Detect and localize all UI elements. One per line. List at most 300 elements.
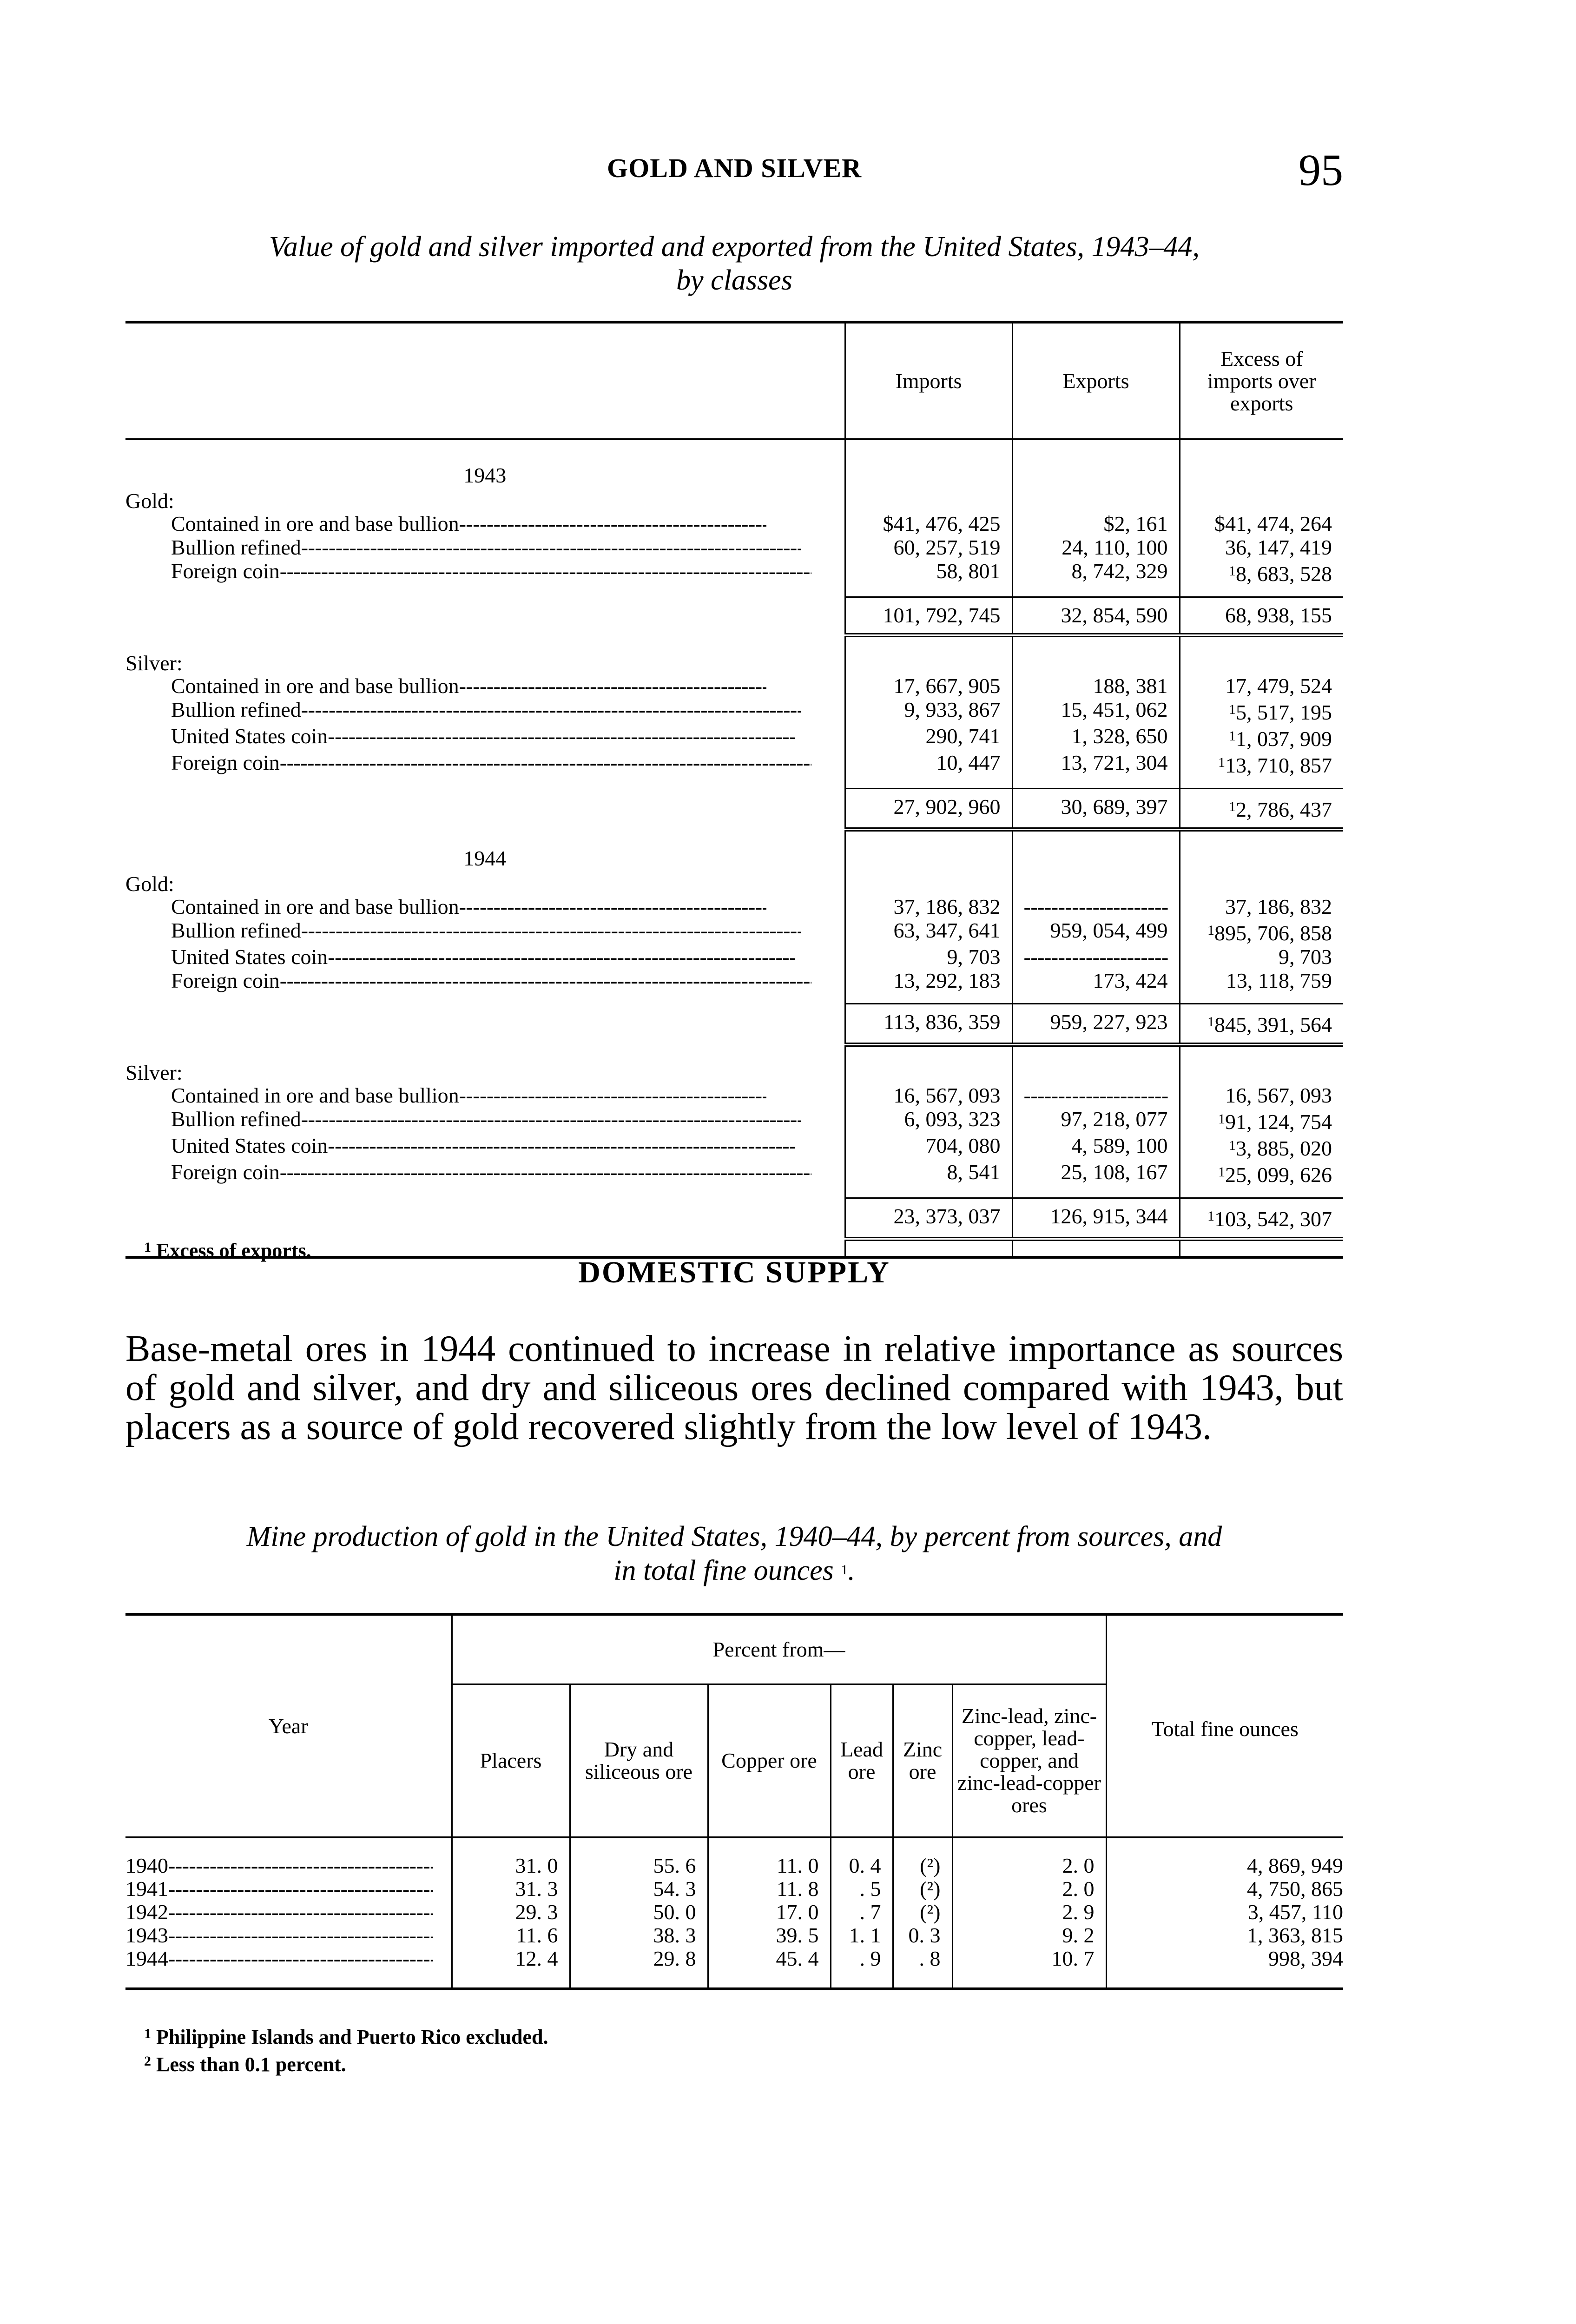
group-row: [125, 873, 1343, 895]
empty-cell: [1180, 439, 1343, 490]
footnote-ref: 1: [1207, 923, 1214, 938]
empty-cell: [1012, 653, 1180, 674]
group-label: Silver:: [125, 1061, 183, 1084]
excess-value: 3, 885, 020: [1236, 1136, 1332, 1160]
empty-cell: [1180, 653, 1343, 674]
excess-value: 8, 683, 528: [1236, 562, 1332, 586]
empty-cell: [1180, 490, 1343, 512]
total-ounces-value: 1, 363, 815: [1106, 1924, 1343, 1947]
excess-cell: [1180, 969, 1343, 992]
spacer-row: [125, 635, 1343, 653]
footnote-mark: 1: [144, 2026, 151, 2041]
imports-value: 6, 093, 323: [904, 1107, 1001, 1131]
table-row: [125, 895, 1343, 918]
imports-cell: [845, 674, 1012, 698]
row-year: 1940: [125, 1854, 168, 1877]
total-fine-ounces-header: Total fine ounces: [1106, 1614, 1343, 1837]
percent-value: 29. 8: [570, 1947, 708, 1970]
row-year: 1943: [125, 1923, 168, 1947]
footnote-mark: 1: [144, 1240, 151, 1255]
row-year: 1941: [125, 1877, 168, 1901]
running-title: GOLD AND SILVER: [607, 153, 862, 183]
empty-cell: [1012, 635, 1180, 653]
percent-value: 11. 6: [452, 1924, 570, 1947]
total-exports-cell: [1012, 1198, 1180, 1239]
footnote-ref: 1: [1218, 755, 1225, 770]
empty-cell: [1180, 873, 1343, 895]
dash-leader: [1024, 895, 1168, 918]
total-exports-value: 30, 689, 397: [1061, 794, 1168, 819]
empty-cell: [125, 1198, 845, 1239]
imports-cell: [845, 698, 1012, 724]
footnote-ref: 1: [1218, 1164, 1225, 1180]
total-ounces-value: 4, 750, 865: [1106, 1877, 1343, 1901]
empty-cell: [1012, 873, 1180, 895]
exports-cell: [1012, 674, 1180, 698]
dash-leader: [1024, 945, 1168, 969]
row-label: Bullion refined: [171, 918, 301, 942]
percent-value: 0. 4: [831, 1854, 893, 1877]
empty-cell: [845, 1062, 1012, 1083]
imports-cell: [845, 559, 1012, 586]
table2-caption: [125, 1520, 1343, 1587]
percent-value: . 5: [831, 1877, 893, 1901]
imports-cell: [845, 895, 1012, 918]
exports-value: 4, 589, 100: [1071, 1134, 1168, 1157]
empty-cell: [845, 586, 1012, 597]
excess-value: 37, 186, 832: [1225, 895, 1332, 918]
excess-cell: [1180, 751, 1343, 777]
imports-exports-table: [125, 321, 1343, 1259]
excess-cell: [1180, 1160, 1343, 1187]
row-label: Bullion refined: [171, 698, 301, 721]
footnote-ref: 1: [1229, 702, 1236, 717]
excess-cell: [1180, 512, 1343, 535]
exports-value: 25, 108, 167: [1061, 1160, 1168, 1184]
dot-leader: [328, 945, 795, 969]
imports-cell: [845, 969, 1012, 992]
empty-cell: [845, 490, 1012, 512]
group-row: [125, 490, 1343, 512]
empty-cell: [845, 1239, 1012, 1257]
empty-cell: [845, 777, 1012, 788]
table1-body: [125, 439, 1343, 1257]
year-row: [125, 829, 1343, 873]
percent-value: (²): [893, 1901, 952, 1924]
table-row: [125, 1854, 1343, 1877]
table2-footnote-2: [144, 2049, 548, 2077]
percent-value: (²): [893, 1854, 952, 1877]
imports-value: 16, 567, 093: [893, 1083, 1001, 1107]
percent-value: . 8: [893, 1947, 952, 1970]
empty-cell: [893, 1970, 952, 1989]
empty-cell: [1180, 635, 1343, 653]
row-label-cell: [125, 674, 845, 698]
empty-cell: [1012, 439, 1180, 490]
excess-cell: [1180, 945, 1343, 969]
empty-cell: [1012, 777, 1180, 788]
empty-cell: [125, 635, 845, 653]
imports-value: 290, 741: [925, 724, 1001, 748]
footnote-mark: 2: [144, 2053, 151, 2069]
exports-value: 173, 424: [1093, 969, 1168, 992]
excess-cell: [1180, 535, 1343, 559]
year-row: [125, 439, 1343, 490]
empty-cell: [845, 439, 1012, 490]
percent-value: 45. 4: [708, 1947, 831, 1970]
percent-value: . 7: [831, 1901, 893, 1924]
year-cell: [125, 1924, 452, 1947]
percent-value: 31. 0: [452, 1854, 570, 1877]
row-label: Contained in ore and base bullion: [171, 512, 459, 535]
empty-cell: [1180, 777, 1343, 788]
year-cell: [125, 1947, 452, 1970]
row-label: United States coin: [171, 945, 328, 969]
row-label-cell: [125, 1134, 845, 1160]
year-cell: [125, 1854, 452, 1877]
col-header-5: Zinc-lead, zinc-copper, lead-copper, and zinc-lead-copper ores: [952, 1684, 1106, 1837]
row-label: Bullion refined: [171, 1107, 301, 1131]
exports-cell: [1012, 535, 1180, 559]
exports-value: 188, 381: [1093, 674, 1168, 698]
excess-cell: [1180, 895, 1343, 918]
dot-leader: [459, 512, 766, 535]
empty-cell: [831, 1970, 893, 1989]
group-row: [125, 653, 1343, 674]
table-row: [125, 1924, 1343, 1947]
dot-leader: [168, 1854, 433, 1877]
exports-cell: [1012, 895, 1180, 918]
empty-cell: [452, 1970, 570, 1989]
dot-leader: [328, 1134, 795, 1157]
dash-leader: [1024, 1083, 1168, 1107]
imports-cell: [845, 1083, 1012, 1107]
exports-cell: [1012, 1134, 1180, 1160]
dot-leader: [280, 1160, 811, 1184]
percent-value: 54. 3: [570, 1877, 708, 1901]
empty-cell: [125, 992, 845, 1004]
row-label: Bullion refined: [171, 535, 301, 559]
percent-value: 2. 9: [952, 1901, 1106, 1924]
imports-value: 17, 667, 905: [893, 674, 1001, 698]
total-imports-cell: [845, 788, 1012, 829]
col-header-4: Zinc ore: [893, 1684, 952, 1837]
row-year: 1942: [125, 1900, 168, 1924]
excess-cell: [1180, 724, 1343, 751]
dot-leader: [459, 1083, 766, 1107]
empty-cell: [570, 1970, 708, 1989]
empty-cell: [125, 1187, 845, 1198]
row-label-cell: [125, 969, 845, 992]
imports-value: 58, 801: [936, 559, 1001, 583]
exports-value: $2, 161: [1103, 512, 1168, 535]
empty-cell: [845, 1044, 1012, 1062]
footnote-text: Less than 0.1 percent.: [156, 2053, 346, 2076]
empty-cell: [1180, 1044, 1343, 1062]
empty-cell: [1180, 992, 1343, 1004]
row-label: Foreign coin: [171, 559, 280, 583]
dot-leader: [459, 895, 766, 918]
exports-value: 15, 451, 062: [1061, 698, 1168, 721]
row-label-cell: [125, 1160, 845, 1187]
section-heading: DOMESTIC SUPPLY: [578, 1255, 890, 1289]
empty-cell: [845, 653, 1012, 674]
excess-value: $41, 474, 264: [1214, 512, 1332, 535]
empty-cell: [1012, 490, 1180, 512]
total-imports-cell: [845, 597, 1012, 635]
exports-cell: [1012, 559, 1180, 586]
mine-production-table: [125, 1613, 1343, 1990]
exports-value: 24, 110, 100: [1062, 535, 1168, 559]
table1-caption-line1: Value of gold and silver imported and exported from the United States, 1943–44,: [269, 231, 1200, 263]
table2-caption-line1: Mine production of gold in the United States, 1940–44, by percent from sources, and: [246, 1521, 1222, 1552]
table-row: [125, 751, 1343, 777]
excess-value: 13, 710, 857: [1225, 753, 1332, 777]
imports-value: 9, 703: [947, 945, 1001, 969]
empty-cell: [845, 873, 1012, 895]
table-row: [125, 1901, 1343, 1924]
col-header-excess: Excess of imports over exports: [1180, 322, 1343, 439]
col-header-2: Copper ore: [708, 1684, 831, 1837]
total-excess-cell: [1180, 788, 1343, 829]
total-imports-value: 113, 836, 359: [884, 1010, 1001, 1034]
dot-leader: [301, 535, 801, 559]
total-excess-value: 845, 391, 564: [1214, 1012, 1332, 1037]
empty-cell: [1012, 1239, 1180, 1257]
total-excess-value: 2, 786, 437: [1236, 797, 1332, 821]
total-exports-value: 32, 854, 590: [1061, 603, 1168, 627]
table1-caption: [125, 230, 1343, 297]
table2-body: [125, 1837, 1343, 1989]
col-header-0: Placers: [452, 1684, 570, 1837]
table-row: [125, 698, 1343, 724]
empty-cell: [125, 788, 845, 829]
row-label-cell: [125, 918, 845, 945]
excess-cell: [1180, 559, 1343, 586]
empty-cell: [845, 635, 1012, 653]
exports-value: 97, 218, 077: [1061, 1107, 1168, 1131]
table-row: [125, 1107, 1343, 1134]
imports-value: 704, 080: [925, 1134, 1001, 1157]
percent-value: 31. 3: [452, 1877, 570, 1901]
row-label-cell: [125, 1083, 845, 1107]
row-label: United States coin: [171, 1134, 328, 1157]
spacer-row: [125, 1970, 1343, 1989]
exports-cell: [1012, 1160, 1180, 1187]
imports-cell: [845, 724, 1012, 751]
excess-value: 13, 118, 759: [1226, 969, 1332, 992]
body-paragraph: Base-metal ores in 1944 continued to increase in relative importance as sources of gold and silver, and dry and siliceous ores declined compared with 1943, but placers as a source of gold recovered slightly from the low level of 1943.: [125, 1328, 1343, 1447]
row-label: United States coin: [171, 724, 328, 748]
excess-value: 9, 703: [1279, 945, 1332, 969]
excess-cell: [1180, 1134, 1343, 1160]
year-cell: [125, 1901, 452, 1924]
excess-cell: [1180, 698, 1343, 724]
total-imports-cell: [845, 1198, 1012, 1239]
row-label: Contained in ore and base bullion: [171, 674, 459, 698]
exports-value: 959, 054, 499: [1050, 918, 1168, 942]
footnote-text: Excess of exports.: [156, 1239, 311, 1262]
empty-cell: [125, 1044, 845, 1062]
empty-cell: [125, 1970, 452, 1989]
total-excess-value: 68, 938, 155: [1225, 603, 1332, 627]
percent-value: (²): [893, 1877, 952, 1901]
row-label-cell: [125, 724, 845, 751]
exports-value: 1, 328, 650: [1071, 724, 1168, 748]
dot-leader: [301, 1107, 801, 1131]
percent-value: . 9: [831, 1947, 893, 1970]
exports-cell: [1012, 512, 1180, 535]
imports-cell: [845, 1107, 1012, 1134]
excess-cell: [1180, 1083, 1343, 1107]
excess-value: 5, 517, 195: [1236, 700, 1332, 724]
dot-leader: [168, 1947, 433, 1970]
footnote-ref: 1: [1229, 799, 1236, 814]
empty-cell: [893, 1837, 952, 1854]
year-header: Year: [125, 1614, 452, 1837]
row-label-cell: [125, 895, 845, 918]
total-exports-cell: [1012, 788, 1180, 829]
dot-leader: [459, 674, 766, 698]
total-row: [125, 1198, 1343, 1239]
row-label: Contained in ore and base bullion: [171, 895, 459, 918]
exports-cell: [1012, 969, 1180, 992]
empty-cell: [1180, 1239, 1343, 1257]
percent-value: 2. 0: [952, 1854, 1106, 1877]
total-row: [125, 1004, 1343, 1044]
empty-cell: [1180, 1062, 1343, 1083]
exports-cell: [1012, 751, 1180, 777]
table2-footnotes: [144, 2022, 548, 2077]
footnote-ref: 1: [1218, 1111, 1225, 1127]
total-exports-value: 126, 915, 344: [1050, 1204, 1168, 1228]
empty-cell: [831, 1837, 893, 1854]
table1-caption-line2: by classes: [676, 264, 792, 296]
empty-cell: [1012, 829, 1180, 873]
imports-cell: [845, 512, 1012, 535]
dot-leader: [168, 1901, 433, 1924]
col-header-imports: Imports: [845, 322, 1012, 439]
percent-value: 11. 8: [708, 1877, 831, 1901]
percent-value: 17. 0: [708, 1901, 831, 1924]
exports-cell: [1012, 698, 1180, 724]
percent-value: 50. 0: [570, 1901, 708, 1924]
spacer-row: [125, 1837, 1343, 1854]
percent-value: 38. 3: [570, 1924, 708, 1947]
total-ounces-value: 3, 457, 110: [1106, 1901, 1343, 1924]
excess-value: 91, 124, 754: [1225, 1110, 1332, 1134]
empty-cell: [125, 597, 845, 635]
empty-cell: [708, 1970, 831, 1989]
excess-value: 1, 037, 909: [1236, 727, 1332, 751]
empty-cell: [845, 829, 1012, 873]
imports-cell: [845, 918, 1012, 945]
excess-cell: [1180, 1107, 1343, 1134]
exports-value: 13, 721, 304: [1061, 751, 1168, 774]
imports-value: 10, 447: [936, 751, 1001, 774]
year-cell: [125, 1877, 452, 1901]
empty-cell: [125, 586, 845, 597]
row-label: Foreign coin: [171, 751, 280, 774]
percent-value: 55. 6: [570, 1854, 708, 1877]
page-number: 95: [1299, 145, 1343, 195]
table2-caption-line2-text: in total fine ounces: [613, 1555, 834, 1586]
empty-cell: [845, 1187, 1012, 1198]
exports-cell: [1012, 918, 1180, 945]
spacer-row: [125, 992, 1343, 1004]
excess-value: 36, 147, 419: [1225, 535, 1332, 559]
excess-value: 25, 099, 626: [1225, 1163, 1332, 1187]
table-row: [125, 1947, 1343, 1970]
empty-cell: [1012, 1062, 1180, 1083]
spacer-row: [125, 777, 1343, 788]
group-row: [125, 1062, 1343, 1083]
percent-value: 2. 0: [952, 1877, 1106, 1901]
table2-footnote-1: [144, 2022, 548, 2049]
row-label-cell: [125, 1107, 845, 1134]
empty-cell: [452, 1837, 570, 1854]
spacer-row: [125, 1044, 1343, 1062]
exports-value: 8, 742, 329: [1071, 559, 1168, 583]
row-year: 1944: [125, 1947, 168, 1970]
imports-value: 9, 933, 867: [904, 698, 1001, 721]
row-label-cell: [125, 698, 845, 724]
empty-cell: [1106, 1970, 1343, 1989]
total-exports-cell: [1012, 597, 1180, 635]
exports-cell: [1012, 1107, 1180, 1134]
excess-value: 895, 706, 858: [1214, 921, 1332, 945]
col-header-exports: Exports: [1012, 322, 1180, 439]
empty-cell: [952, 1970, 1106, 1989]
excess-cell: [1180, 674, 1343, 698]
percent-value: 1. 1: [831, 1924, 893, 1947]
exports-cell: [1012, 1083, 1180, 1107]
row-label-cell: [125, 512, 845, 535]
imports-value: 60, 257, 519: [893, 535, 1001, 559]
percent-value: 11. 0: [708, 1854, 831, 1877]
spacer-row: [125, 1187, 1343, 1198]
table-row: [125, 945, 1343, 969]
percent-value: 39. 5: [708, 1924, 831, 1947]
total-excess-value: 103, 542, 307: [1214, 1207, 1332, 1231]
empty-cell: [125, 1837, 452, 1854]
section-year: 1943: [463, 463, 507, 487]
dot-leader: [301, 698, 801, 721]
imports-cell: [845, 1134, 1012, 1160]
table-row: [125, 1134, 1343, 1160]
imports-value: $41, 476, 425: [883, 512, 1001, 535]
table2-caption-line2: in total fine ounces $^1$.: [613, 1555, 855, 1586]
percent-value: 10. 7: [952, 1947, 1106, 1970]
dot-leader: [328, 724, 795, 748]
total-imports-value: 101, 792, 745: [883, 603, 1001, 627]
footnote-ref: 1: [1229, 1138, 1236, 1153]
table-row: [125, 918, 1343, 945]
imports-cell: [845, 945, 1012, 969]
dot-leader: [168, 1877, 433, 1901]
table-row: [125, 535, 1343, 559]
empty-cell: [570, 1837, 708, 1854]
group-label: Silver:: [125, 651, 183, 675]
imports-cell: [845, 535, 1012, 559]
empty-cell: [952, 1837, 1106, 1854]
row-label: Contained in ore and base bullion: [171, 1083, 459, 1107]
row-label-cell: [125, 559, 845, 586]
percent-from-header: Percent from—: [452, 1614, 1106, 1684]
dot-leader: [280, 969, 811, 992]
dot-leader: [168, 1924, 433, 1947]
section-year: 1944: [463, 846, 507, 870]
